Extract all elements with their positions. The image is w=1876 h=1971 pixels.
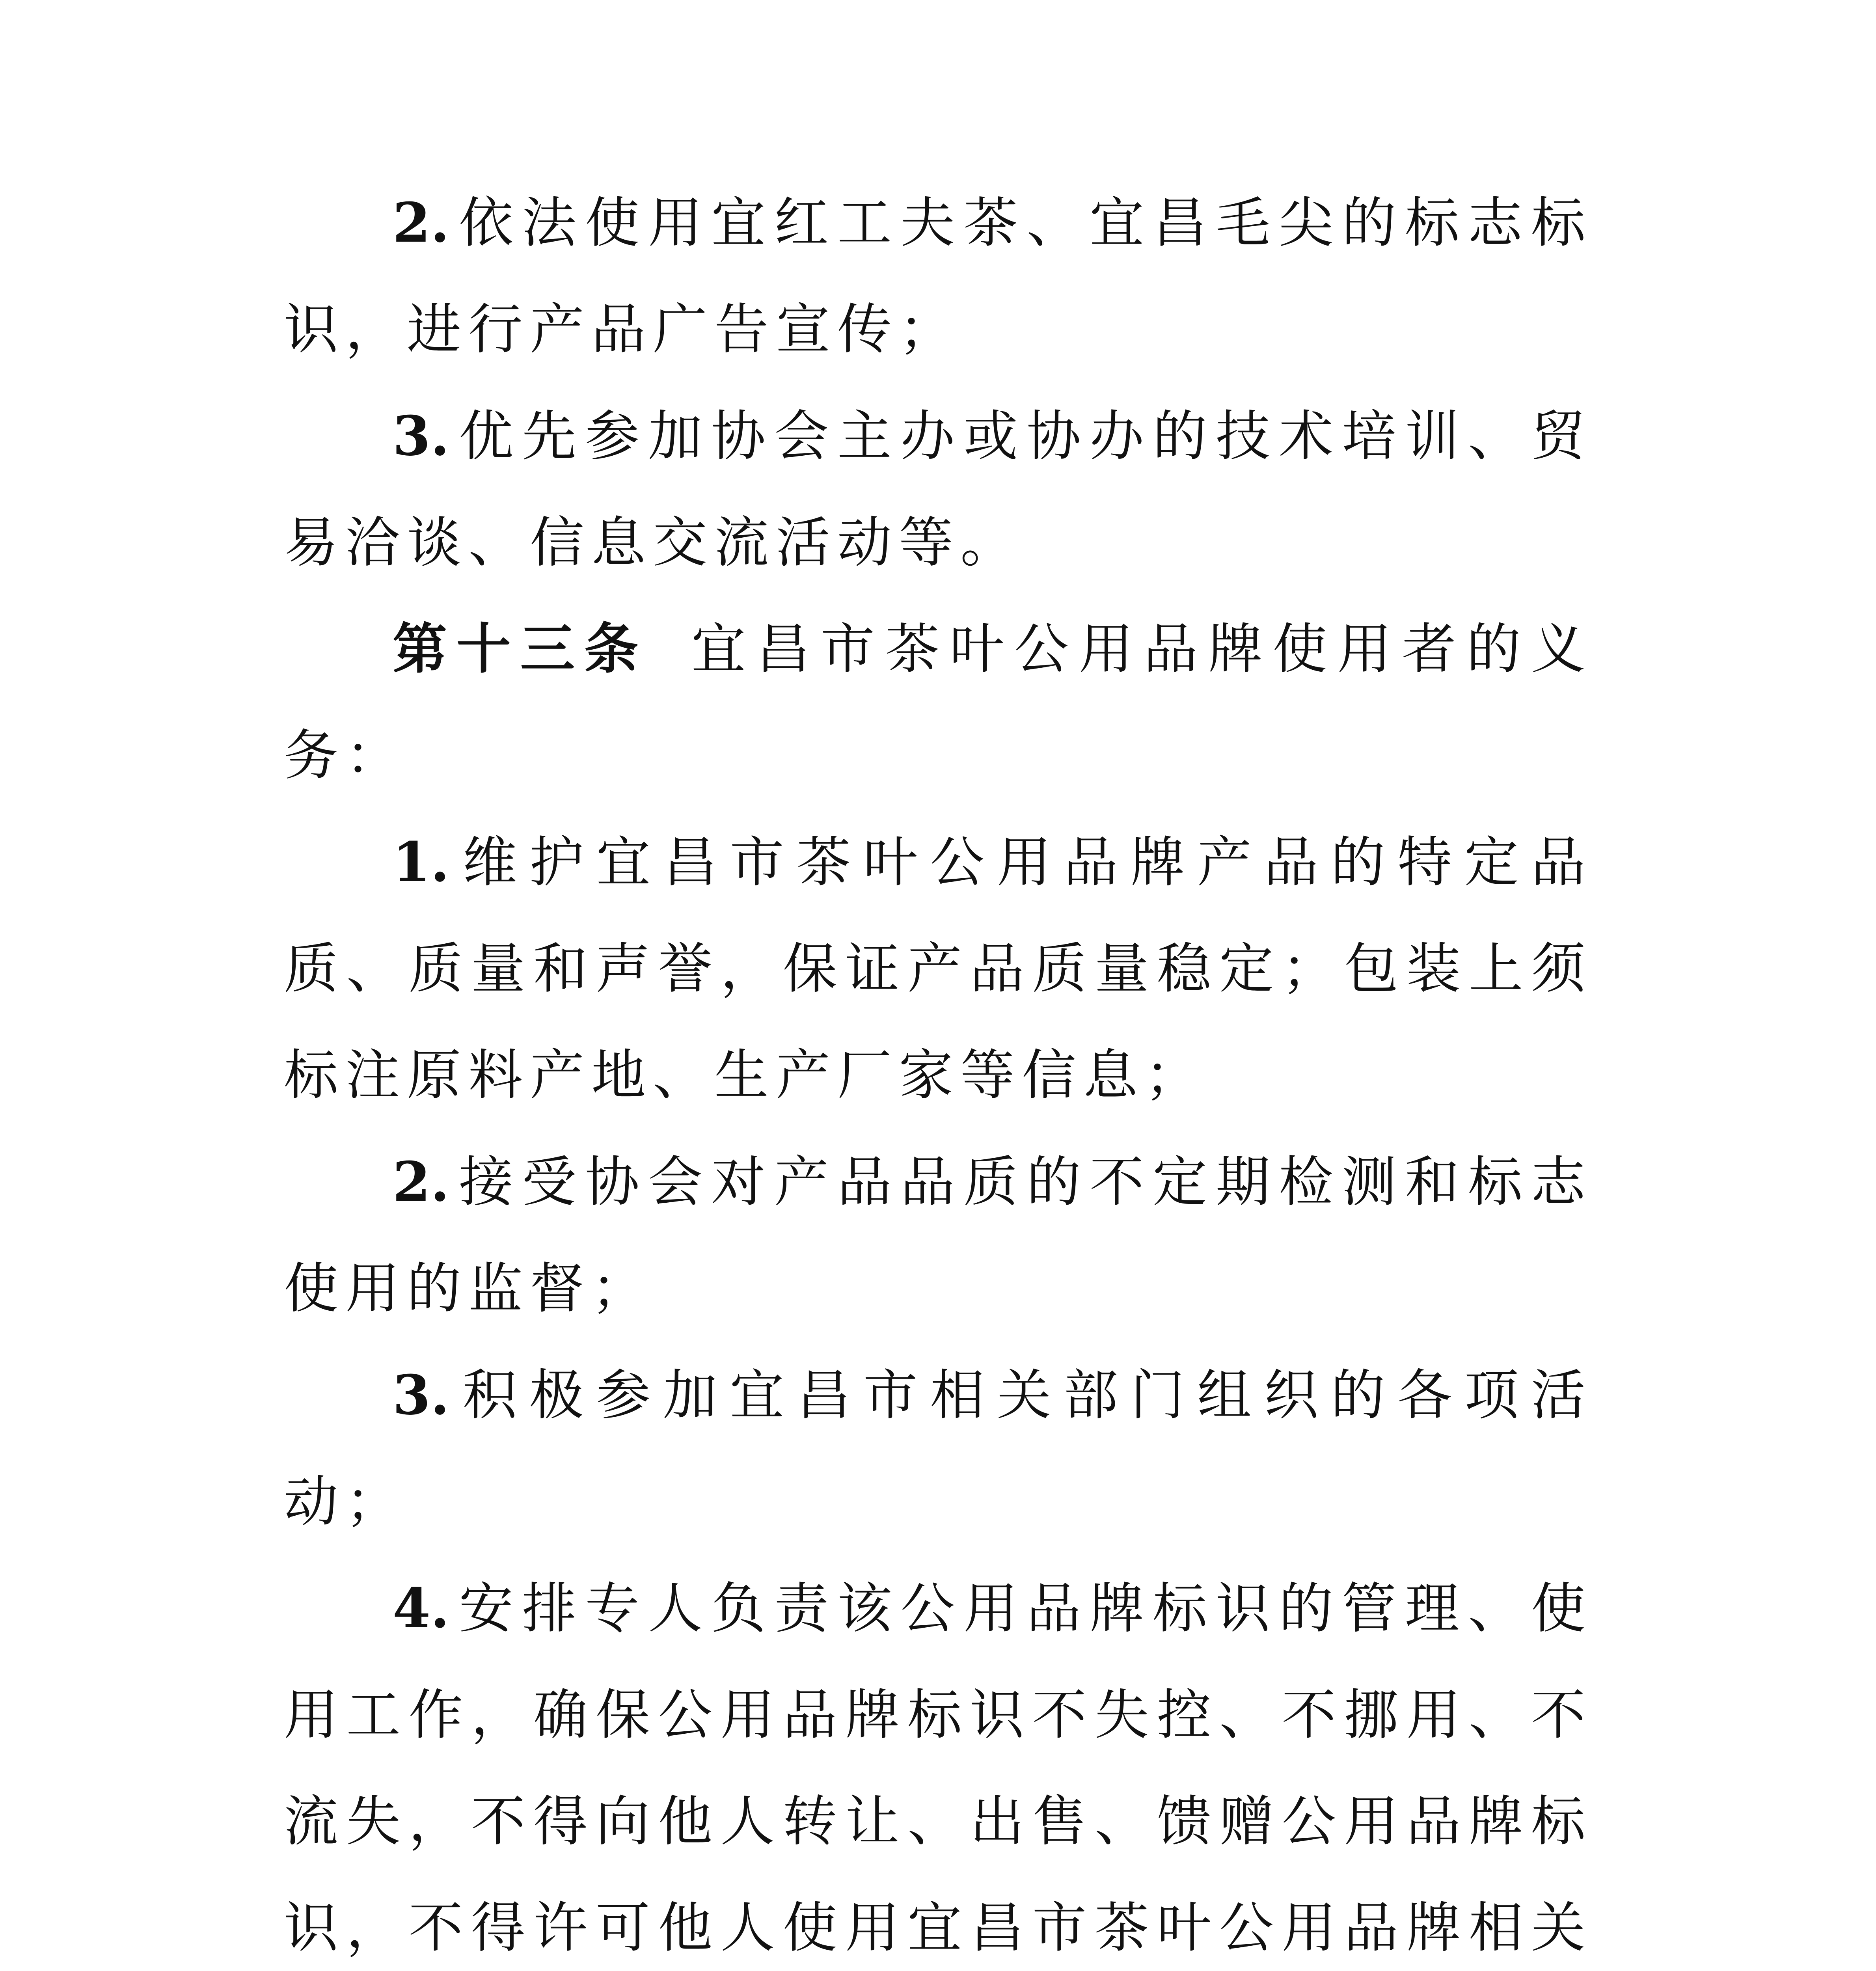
paragraph-text: 积极参加宜昌市相关部门组织的各项活动； <box>284 1364 1593 1533</box>
paragraph-text: 接受协会对产品品质的不定期检测和标志使用的监督； <box>284 1150 1593 1320</box>
paragraph-text: 宜昌市茶叶公用品牌使用者的义务： <box>284 617 1593 787</box>
paragraph-right-3 <box>284 383 1593 596</box>
paragraph-duty-4 <box>284 1555 1593 1971</box>
paragraph-duty-3 <box>284 1342 1593 1555</box>
paragraph-duty-1 <box>284 809 1593 1129</box>
item-number: 1. <box>393 830 450 894</box>
article-label: 第十三条 <box>393 617 648 681</box>
item-number: 3. <box>393 1363 450 1427</box>
paragraph-text: 优先参加协会主办或协办的技术培训、贸易洽谈、信息交流活动等。 <box>284 404 1593 574</box>
item-number: 2. <box>393 1149 450 1214</box>
item-number: 2. <box>393 190 450 255</box>
item-number: 3. <box>393 404 450 468</box>
paragraph-text: 依法使用宜红工夫茶、宜昌毛尖的标志标识，进行产品广告宣传； <box>284 191 1593 361</box>
paragraph-right-2 <box>284 170 1593 383</box>
paragraph-duty-2 <box>284 1129 1593 1342</box>
paragraph-text: 维护宜昌市茶叶公用品牌产品的特定品质、质量和声誉，保证产品质量稳定；包装上须标注原料产地、生产厂家等信息； <box>284 831 1593 1107</box>
article-13-heading <box>284 596 1593 809</box>
paragraph-text: 安排专人负责该公用品牌标识的管理、使用工作，确保公用品牌标识不失控、不挪用、不流失，不得向他人转让、出售、馈赠公用品牌标识，不得许可他人使用宜昌市茶叶公用品牌相关 <box>284 1577 1593 1960</box>
document-body <box>284 170 1593 1971</box>
item-number: 4. <box>393 1576 450 1640</box>
